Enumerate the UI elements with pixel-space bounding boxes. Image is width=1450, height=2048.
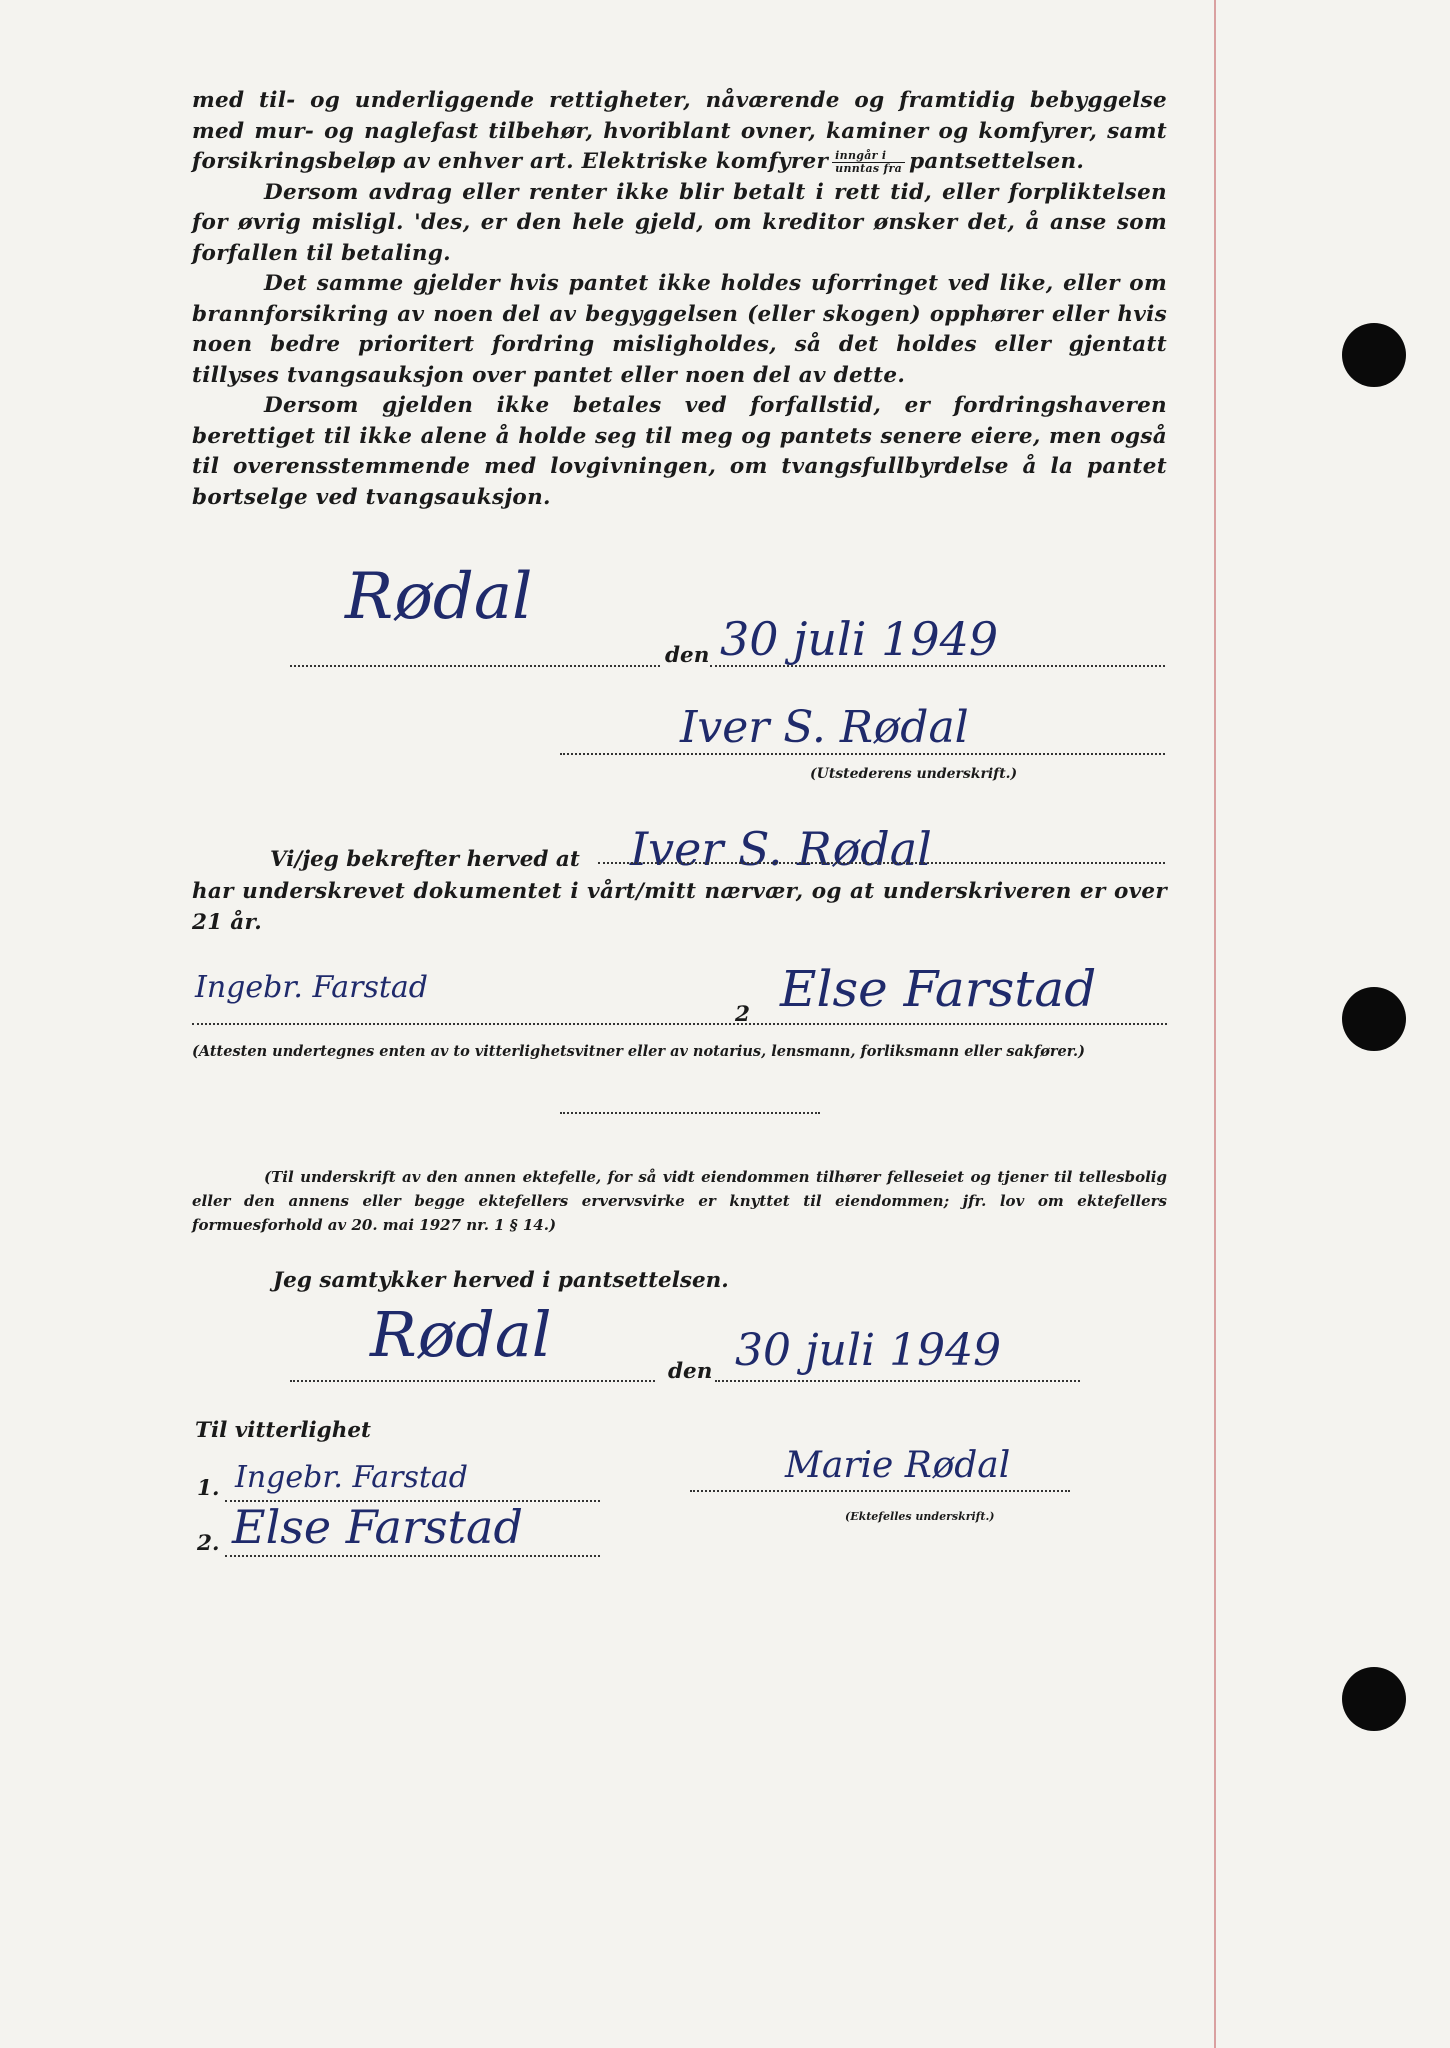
confirmed-name: Iver S. Rødal <box>630 822 932 876</box>
confirmation-text <box>192 877 1167 938</box>
witness-line <box>192 1023 1167 1025</box>
witness-number-2: 2. <box>197 1531 220 1556</box>
default-paragraph: Dersom avdrag eller renter ikke blir betalt i rett tid, eller forpliktelsen for øvrig misligl. 'des, er den hele gjeld, om kreditor ønsker det, å anse som forfallen til betaling. <box>192 179 1167 266</box>
confirmation-sentence: har underskrevet dokumentet i vårt/mitt nærvær, og at underskriveren er over 21 år. <box>192 879 1167 935</box>
punch-hole <box>1342 1667 1406 1731</box>
issuer-signature: Iver S. Rødal <box>680 702 969 753</box>
issuer-signature-caption: (Utstederens underskrift.) <box>810 766 1018 782</box>
confirmation-label: Vi/jeg bekrefter herved at <box>270 847 580 872</box>
spouse-signature-line <box>690 1490 1070 1492</box>
consent-den-label: den <box>668 1359 713 1384</box>
name-line <box>598 862 1165 864</box>
den-label: den <box>665 643 710 668</box>
fraction-top: inngår i <box>832 150 905 163</box>
foreclosure-paragraph: Dersom gjelden ikke betales ved forfallstid, er fordringshaveren berettiget til ikke alene å holde seg til meg og pantets senere eiere, men også til overensstemmende med lovgivningen, om tvangsfullbyrdelse å la pantet bortselge ved tvangsauksjon. <box>192 393 1167 510</box>
witness-number-1: 1. <box>197 1476 220 1501</box>
witness-heading: Til vitterlighet <box>195 1418 371 1443</box>
witness-separator: 2 <box>735 1002 750 1027</box>
spouse-note <box>192 1165 1167 1237</box>
margin-rule <box>1214 0 1216 2048</box>
signature-line <box>560 753 1165 755</box>
consent-place-line <box>290 1380 655 1382</box>
consent-text: Jeg samtykker herved i pantsettelsen. <box>273 1268 729 1293</box>
issuer-place: Rødal <box>345 560 533 634</box>
spouse-caption: (Ektefelles underskrift.) <box>845 1510 995 1523</box>
fraction-choice <box>832 150 905 175</box>
punch-hole <box>1342 987 1406 1051</box>
fraction-bottom: unntas fra <box>835 161 903 175</box>
consent-witness-2: Else Farstad <box>232 1500 523 1554</box>
terms-paragraph <box>192 86 1167 178</box>
date-line <box>710 665 1165 667</box>
separator-dotline <box>560 1112 820 1114</box>
consent-date: 30 juli 1949 <box>735 1325 1002 1376</box>
issuer-date: 30 juli 1949 <box>720 612 999 666</box>
witness-2-signature: Else Farstad <box>780 960 1097 1018</box>
consent-date-line <box>715 1380 1080 1382</box>
spouse-note-text: (Til underskrift av den annen ektefelle, for så vidt eiendommen tilhører felleseiet og tjener til tellesbolig eller den annens eller begge ektefellers ervervsvirke er knyttet til eiendommen; jfr. lov om ektefellers formuesforhold av 20. mai 1927 nr. 1 § 14.) <box>192 1168 1167 1234</box>
mortgage-terms <box>192 86 1167 513</box>
consent-place: Rødal <box>370 1298 552 1371</box>
attest-note: (Attesten undertegnes enten av to vitterlighetsvitner eller av notarius, lensmann, forliksmann eller sakfører.) <box>192 1043 1085 1060</box>
consent-witness-1: Ingebr. Farstad <box>235 1460 468 1495</box>
punch-hole <box>1342 323 1406 387</box>
consent-witness-2-line <box>225 1555 600 1557</box>
place-line <box>290 665 660 667</box>
terms-text: med til- og underliggende rettigheter, nåværende og framtidig bebyggelse med mur- og naglefast tilbehør, hvoriblant ovner, kaminer og komfyrer, samt forsikringsbeløp av enhver art. Elektriske komfyrer <box>192 88 1167 174</box>
spouse-signature: Marie Rødal <box>785 1445 1011 1486</box>
terms-text: pantsettelsen. <box>909 149 1085 174</box>
deterioration-paragraph: Det samme gjelder hvis pantet ikke holdes uforringet ved like, eller om brannforsikring av noen del av begyggelsen (eller skogen) opphører eller hvis noen bedre prioritert fordring misligholdes, så det holdes eller gjentatt tillyses tvangsauksjon over pantet eller noen del av dette. <box>192 271 1167 388</box>
witness-1-signature: Ingebr. Farstad <box>195 970 428 1005</box>
